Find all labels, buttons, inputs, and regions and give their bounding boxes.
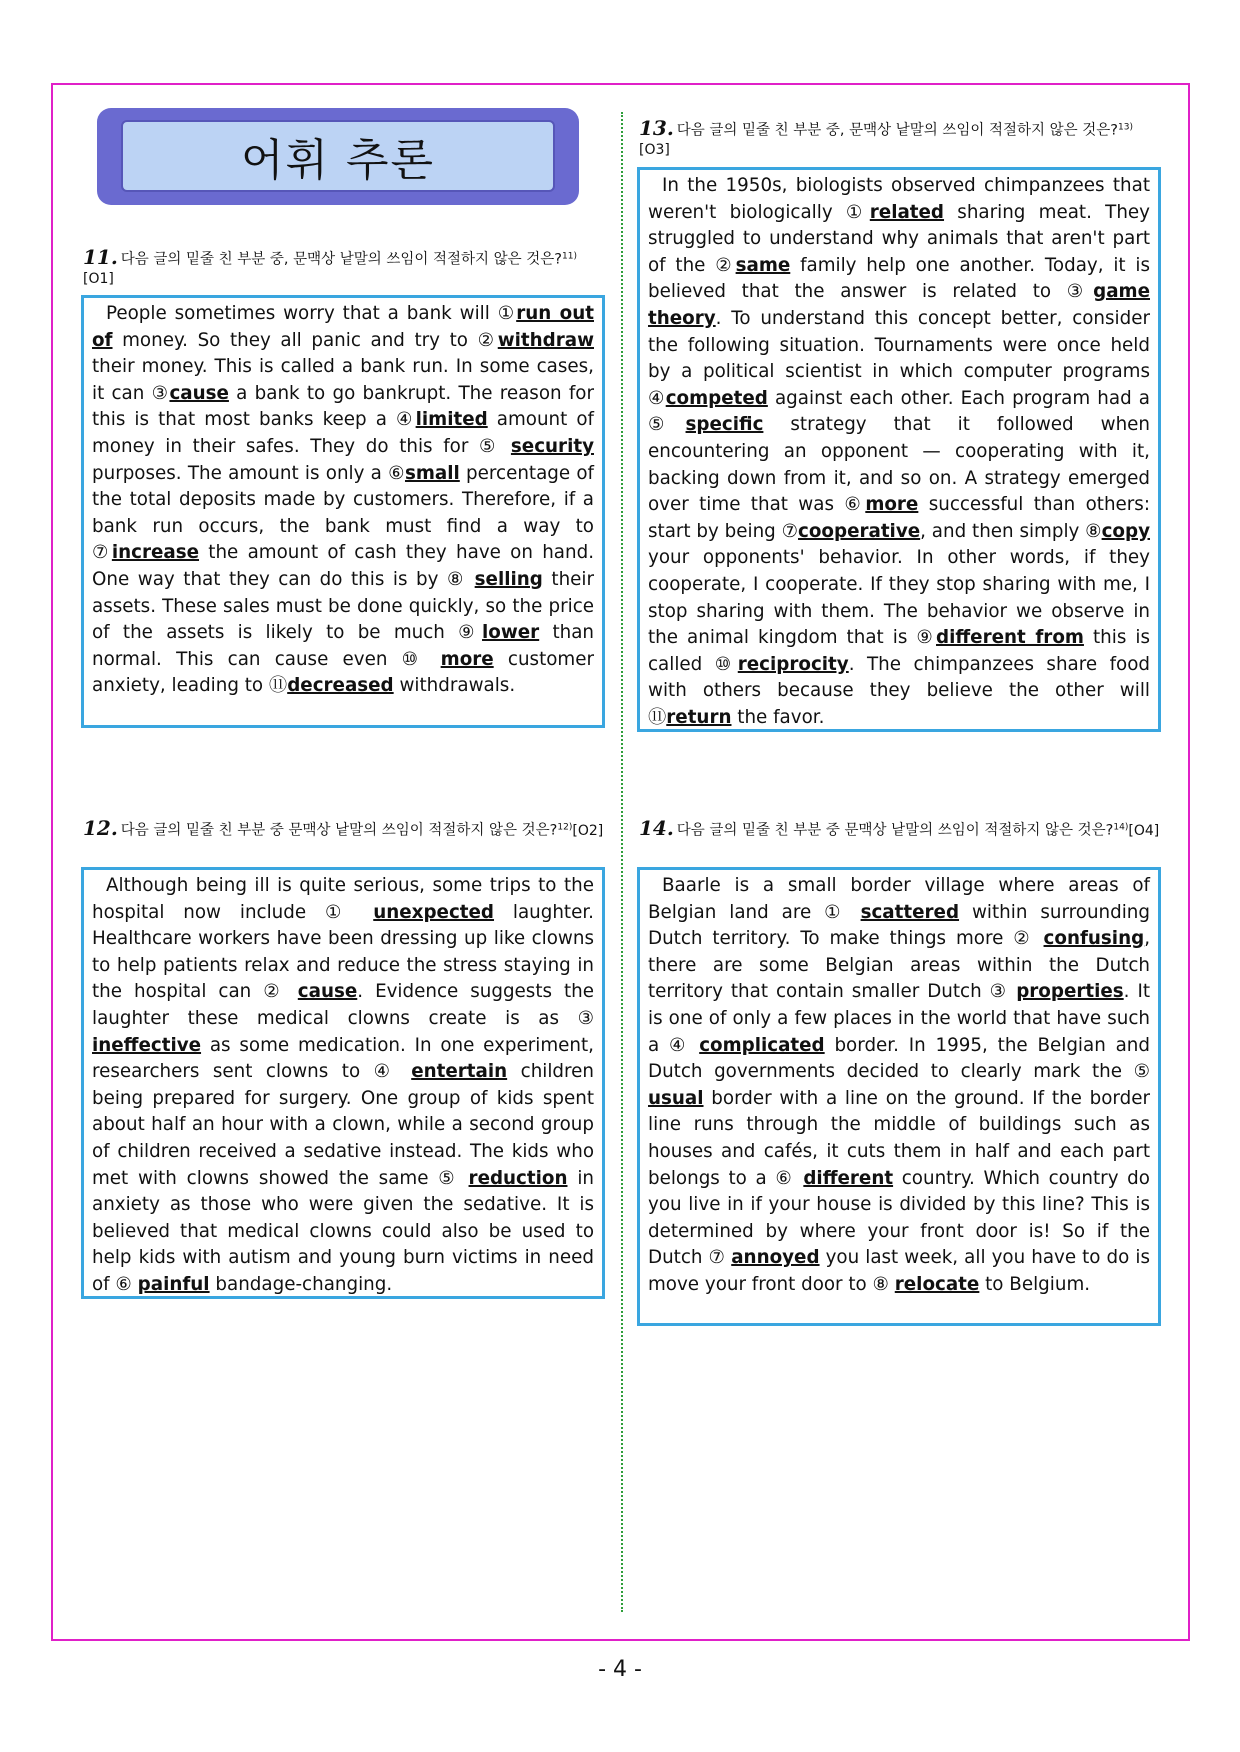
question-header-12	[83, 815, 605, 841]
underlined-word: competed	[665, 387, 768, 409]
underlined-word: confusing	[1043, 928, 1145, 950]
passage-segment: in anxiety as those who were given the sedative. It is believed that medical clowns could also be used to help kids with autism and young burn victims in need of ⑥	[92, 1167, 594, 1295]
footnote-mark: 13)	[1118, 122, 1133, 132]
underlined-word: painful	[137, 1273, 210, 1295]
underlined-word: annoyed	[731, 1247, 820, 1269]
footnote-mark: 11)	[562, 251, 577, 261]
question-number: 12.	[83, 815, 118, 840]
question-source	[1113, 823, 1159, 839]
passage-text	[648, 873, 1150, 1299]
underlined-word: reciprocity	[737, 653, 849, 675]
passage-segment: than normal. This can cause even ⑩	[92, 622, 594, 670]
passage-segment: People sometimes worry that a bank will ①	[106, 303, 517, 324]
underlined-word: cooperative	[798, 520, 921, 542]
passage-segment: money. So they all panic and try to ②	[112, 329, 498, 351]
question-prompt: 다음 글의 밑줄 친 부분 중 문맥상 낱말의 쓰임이 적절하지 않은 것은?	[676, 822, 1114, 839]
passage-text	[92, 301, 594, 700]
passage-segment: as some medication. In one experiment, researchers sent clowns to ④	[92, 1034, 594, 1083]
question-number: 11.	[83, 244, 118, 269]
column-divider	[621, 112, 623, 1612]
footnote-mark: 12)	[557, 822, 573, 832]
underlined-word: security	[510, 435, 594, 457]
passage-segment: bandage-changing.	[209, 1273, 393, 1295]
underlined-word: entertain	[411, 1061, 508, 1083]
passage-segment: their money. This is called a bank run. In some cases, it can ③	[92, 356, 594, 404]
passage-segment: Although being ill is quite serious, some trips to the hospital now include ①	[92, 875, 594, 923]
underlined-word: relocate	[894, 1273, 980, 1295]
underlined-word: specific	[685, 414, 764, 436]
underlined-word: cause	[169, 382, 229, 404]
passage-segment: children being prepared for surgery. One group of kids spent about half an hour with a clown, while a second group of children received a sedative instead. The kids who met with clowns showed the same ⑤	[92, 1061, 594, 1189]
underlined-word: more	[440, 648, 494, 670]
passage-segment: . To understand this concept better, consider the following situation. Tournaments were once held by a political scientist in which computer programs ④	[648, 307, 1150, 409]
question-code: [O3]	[639, 141, 670, 158]
passage-segment: border. In 1995, the Belgian and Dutch governments decided to clearly mark the ⑤	[648, 1034, 1150, 1083]
passage-segment: Baarle is a small border village where areas of Belgian land are ①	[648, 875, 1150, 923]
passage-segment: . The chimpanzees share food with others because they believe the other will ⑪	[648, 653, 1150, 728]
underlined-word: run out of	[92, 303, 594, 351]
question-number: 14.	[639, 815, 674, 840]
passage-box-14	[637, 867, 1161, 1326]
passage-segment: . It is one of only a few places in the world that have such a ④	[648, 981, 1150, 1056]
underlined-word: small	[404, 462, 460, 484]
passage-segment: against each other. Each program had a ⑤	[648, 387, 1150, 436]
underlined-word: selling	[474, 568, 543, 590]
passage-box-11	[81, 295, 605, 728]
underlined-word: related	[869, 201, 945, 223]
question-code: [O4]	[1128, 822, 1160, 839]
underlined-word: same	[735, 254, 791, 276]
footnote-mark: 14)	[1113, 822, 1129, 832]
underlined-word: return	[666, 706, 732, 728]
passage-segment: the amount of cash they have on hand. One way that they can do this is by ⑧	[92, 542, 595, 590]
underlined-word: different	[803, 1167, 894, 1189]
passage-segment: a bank to go bankrupt. The reason for this is that most banks keep a ④	[92, 382, 594, 431]
passage-segment: amount of money in their safes. They do this for ⑤	[92, 409, 594, 457]
underlined-word: properties	[1016, 981, 1124, 1003]
underlined-word: ineffective	[92, 1034, 202, 1056]
passage-segment: country. Which country do you live in if your house is divided by this line? This is determined by where your front door is! So if the Dutch ⑦	[648, 1167, 1150, 1269]
passage-segment: their assets. These sales must be done quickly, so the price of the assets is likely to be much ⑨	[92, 568, 594, 644]
passage-segment: within surrounding Dutch territory. To make things more ②	[648, 901, 1150, 950]
passage-segment: purposes. The amount is only a ⑥	[92, 462, 405, 484]
underlined-word: withdraw	[497, 329, 594, 351]
question-prompt: 다음 글의 밑줄 친 부분 중 문맥상 낱말의 쓰임이 적절하지 않은 것은?	[120, 822, 558, 839]
underlined-word: complicated	[699, 1034, 825, 1056]
section-title-banner	[97, 108, 579, 205]
question-prompt: 다음 글의 밑줄 친 부분 중, 문맥상 낱말의 쓰임이 적절하지 않은 것은?	[676, 122, 1118, 139]
passage-segment: strategy that it followed when encountering an opponent — cooperating with it, backing down from it, and so on. A strategy emerged over time that was ⑥	[648, 414, 1150, 516]
passage-segment: percentage of the total deposits made by customers. Therefore, if a bank run occurs, the bank must find a way to ⑦	[92, 462, 594, 564]
question-source	[557, 823, 603, 839]
passage-segment: your opponents' behavior. In other words, if they cooperate, I cooperate. If they stop sharing with me, I stop sharing with them. The behavior we observe in the animal kingdom that is ⑨	[648, 547, 1150, 649]
underlined-word: decreased	[287, 675, 394, 697]
underlined-word: cause	[297, 981, 358, 1003]
underlined-word: scattered	[860, 901, 960, 923]
passage-segment: successful than others: start by being ⑦	[648, 494, 1150, 542]
underlined-word: game theory	[648, 281, 1150, 329]
section-title-box	[121, 120, 555, 192]
question-header-14	[639, 815, 1161, 841]
passage-text	[648, 173, 1150, 731]
underlined-word: increase	[111, 542, 200, 564]
passage-box-12	[81, 867, 605, 1299]
passage-box-13	[637, 167, 1161, 732]
question-prompt: 다음 글의 밑줄 친 부분 중, 문맥상 낱말의 쓰임이 적절하지 않은 것은?	[120, 251, 562, 268]
underlined-word: usual	[648, 1087, 704, 1109]
underlined-word: more	[865, 494, 919, 516]
page-number: - 4 -	[598, 1657, 642, 1682]
underlined-word: copy	[1101, 520, 1150, 542]
underlined-word: limited	[415, 409, 488, 431]
passage-segment: family help one another. Today, it is believed that the answer is related to ③	[648, 254, 1150, 303]
passage-segment: you last week, all you have to do is move your front door to ⑧	[648, 1247, 1150, 1295]
passage-segment: this is called ⑩	[648, 627, 1150, 675]
question-code: [O2]	[572, 822, 604, 839]
passage-segment: border with a line on the ground. If the border line runs through the middle of buildings such as houses and cafés, it cuts them in half and each part belongs to a ⑥	[648, 1087, 1150, 1189]
passage-segment: In the 1950s, biologists observed chimpanzees that weren't biologically ①	[648, 175, 1150, 223]
passage-segment: to Belgium.	[979, 1273, 1091, 1295]
question-number: 13.	[639, 115, 674, 140]
underlined-word: lower	[482, 622, 540, 644]
question-header-11	[83, 244, 605, 289]
underlined-word: different from	[936, 627, 1084, 649]
section-title: 어휘 추론	[240, 135, 435, 186]
passage-segment: , and then simply ⑧	[920, 520, 1102, 542]
passage-text	[92, 873, 594, 1299]
passage-segment: the favor.	[731, 706, 825, 728]
question-code: [O1]	[83, 270, 114, 287]
passage-segment: sharing meat. They struggled to understand why animals that aren't part of the ②	[648, 201, 1150, 276]
underlined-word: reduction	[468, 1167, 568, 1189]
question-header-13	[639, 115, 1161, 160]
passage-segment: customer anxiety, leading to ⑪	[92, 648, 594, 697]
passage-segment: laughter. Healthcare workers have been dressing up like clowns to help patients relax and reduce the stress staying in the hospital can ②	[92, 901, 594, 1003]
underlined-word: unexpected	[373, 901, 495, 923]
passage-segment: withdrawals.	[393, 675, 516, 697]
passage-segment: . Evidence suggests the laughter these medical clowns create is as ③	[92, 981, 595, 1029]
passage-segment: , there are some Belgian areas within the Dutch territory that contain smaller Dutch ③	[648, 928, 1150, 1003]
